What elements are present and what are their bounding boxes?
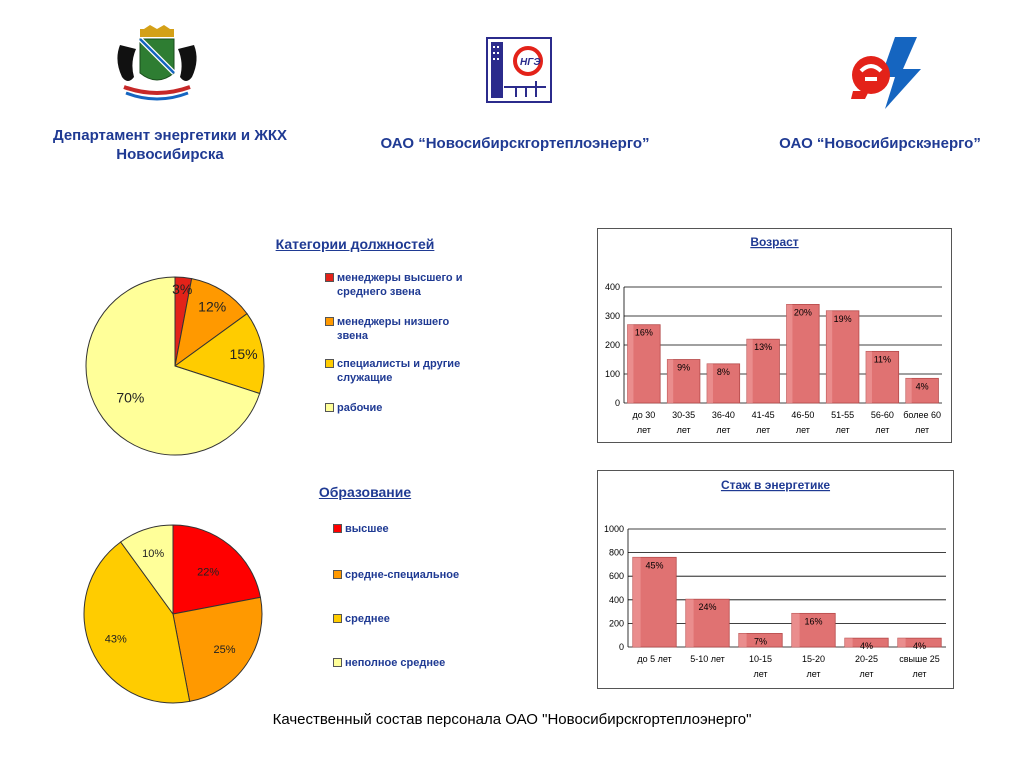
bar-highlight [747, 339, 753, 403]
bar-chart-title: Стаж в энергетике [720, 478, 831, 492]
y-tick-label: 200 [604, 340, 620, 350]
footer-caption: Качественный состав персонала ОАО "Новосибирскгортеплоэнерго" [272, 711, 752, 728]
bar-data-label: 4% [912, 641, 927, 652]
bar-data-label: 20% [793, 307, 812, 318]
pie-chart-positions [75, 266, 275, 466]
org-ngte [340, 134, 690, 153]
y-tick-label: 400 [604, 282, 620, 292]
legend-swatch [333, 570, 342, 579]
pie-data-label: 70% [116, 389, 145, 406]
x-tick-label: 30-35 [672, 410, 696, 420]
bar-data-label: 7% [753, 636, 768, 647]
legend-label: менеджеры низшего звена [337, 316, 450, 342]
bar-data-label: 13% [754, 342, 773, 353]
bar-data-label: 11% [873, 354, 892, 365]
pie-data-label: 15% [229, 346, 258, 363]
bar-data-label: 8% [716, 366, 730, 377]
x-tick-label: до 5 лет [637, 654, 672, 664]
bar-data-label: 9% [677, 362, 691, 373]
bar-highlight [792, 613, 800, 647]
coat-of-arms-icon [110, 25, 205, 110]
novosibirskenergo-icon [845, 35, 925, 110]
pie-data-label: 3% [172, 280, 193, 297]
x-tick-label: лет [875, 425, 890, 435]
bar-highlight [633, 557, 641, 647]
pie-data-label: 25% [213, 644, 236, 657]
y-tick-label: 300 [604, 311, 620, 321]
x-tick-label: 5-10 лет [690, 654, 725, 664]
bar-chart-title: Возраст [750, 235, 799, 249]
bar-data-label: 4% [859, 641, 874, 652]
y-tick-label: 600 [608, 571, 624, 582]
pie-positions-title: Категории должностей [275, 236, 435, 252]
x-tick-label: 41-45 [751, 410, 775, 420]
legend-swatch [333, 524, 342, 533]
y-tick-label: 200 [608, 618, 624, 629]
org-novosibirskenergo [740, 134, 1020, 153]
legend-swatch [325, 403, 334, 412]
org-department-line-1: Департамент энергетики и ЖКХ [52, 127, 288, 144]
legend-swatch [325, 317, 334, 326]
bar-experience-frame [597, 470, 954, 689]
x-tick-label: лет [859, 669, 874, 679]
legend-swatch [325, 273, 334, 282]
bar-data-label: 19% [833, 313, 852, 324]
legend-label: специалисты и другие служащие [337, 358, 461, 384]
pie-data-label: 10% [142, 548, 165, 561]
x-tick-label: лет [835, 425, 850, 435]
x-tick-label: 15-20 [801, 654, 826, 664]
bar-chart-experience [598, 471, 953, 688]
bar-data-label: 4% [915, 381, 929, 392]
y-tick-label: 1000 [603, 524, 624, 534]
x-tick-label: более 60 [903, 410, 941, 420]
bar-data-label: 24% [698, 602, 717, 613]
x-tick-label: лет [716, 425, 731, 435]
legend-label: менеджеры высшего и среднего звена [337, 272, 463, 298]
y-tick-label: 100 [604, 369, 620, 379]
bar-highlight [667, 360, 673, 404]
x-tick-label: лет [676, 425, 691, 435]
x-tick-label: лет [636, 425, 651, 435]
x-tick-label: 51-55 [831, 410, 855, 420]
y-tick-label: 400 [608, 594, 624, 605]
bar-highlight [739, 633, 747, 647]
legend-label: рабочие [337, 402, 383, 414]
org-novosibirskenergo-line-1: ОАО “Новосибирскэнерго” [779, 135, 981, 152]
y-tick-label: 0 [618, 642, 624, 652]
pie-education-title: Образование [318, 484, 412, 500]
coat-of-arms-logo [110, 25, 205, 110]
org-department [20, 126, 320, 164]
org-ngte-line-1: ОАО “Новосибирскгортеплоэнерго” [380, 135, 650, 152]
x-tick-label: лет [753, 669, 768, 679]
x-tick-label: свыше 25 [899, 654, 940, 664]
legend-swatch [325, 359, 334, 368]
ngte-logo [486, 37, 552, 103]
pie-positions-legend [325, 271, 475, 431]
legend-swatch [333, 658, 342, 667]
pie-data-label: 43% [104, 633, 127, 646]
x-tick-label: лет [756, 425, 771, 435]
bar-data-label: 16% [804, 616, 823, 627]
org-department-line-2: Новосибирска [116, 146, 224, 163]
bar-highlight [826, 311, 832, 403]
bar-highlight [707, 364, 713, 403]
bar-highlight [866, 351, 872, 403]
x-tick-label: до 30 [632, 410, 656, 420]
bar-data-label: 16% [634, 327, 653, 338]
novosibirskenergo-logo [845, 35, 925, 110]
y-tick-label: 800 [608, 547, 624, 558]
pie-data-label: 22% [197, 566, 220, 579]
pie-education-legend [333, 522, 483, 692]
bar-highlight [845, 638, 853, 647]
bar-data-label: 45% [645, 560, 664, 571]
bar-highlight [628, 325, 634, 403]
legend-label: средне-специальное [345, 569, 460, 581]
ngte-logo-text: НГЭ [520, 57, 541, 68]
x-tick-label: лет [806, 669, 821, 679]
legend-swatch [333, 614, 342, 623]
bar-highlight [686, 599, 694, 647]
legend-label: высшее [345, 523, 389, 535]
pie-chart-education [73, 514, 273, 714]
bar-chart-age [598, 229, 951, 442]
x-tick-label: лет [915, 425, 930, 435]
bar-highlight [787, 304, 793, 403]
x-tick-label: 56-60 [870, 410, 894, 420]
bar-highlight [898, 638, 906, 647]
x-tick-label: 36-40 [711, 410, 735, 420]
x-tick-label: лет [912, 669, 927, 679]
bar-age-frame [597, 228, 952, 443]
x-tick-label: 20-25 [854, 654, 879, 664]
y-tick-label: 0 [614, 398, 620, 408]
legend-label: неполное среднее [345, 657, 446, 669]
x-tick-label: 10-15 [748, 654, 773, 664]
x-tick-label: 46-50 [791, 410, 815, 420]
x-tick-label: лет [795, 425, 810, 435]
pie-data-label: 12% [198, 298, 227, 315]
legend-label: среднее [345, 613, 390, 625]
bar-highlight [906, 378, 912, 403]
ngte-icon [486, 37, 552, 103]
